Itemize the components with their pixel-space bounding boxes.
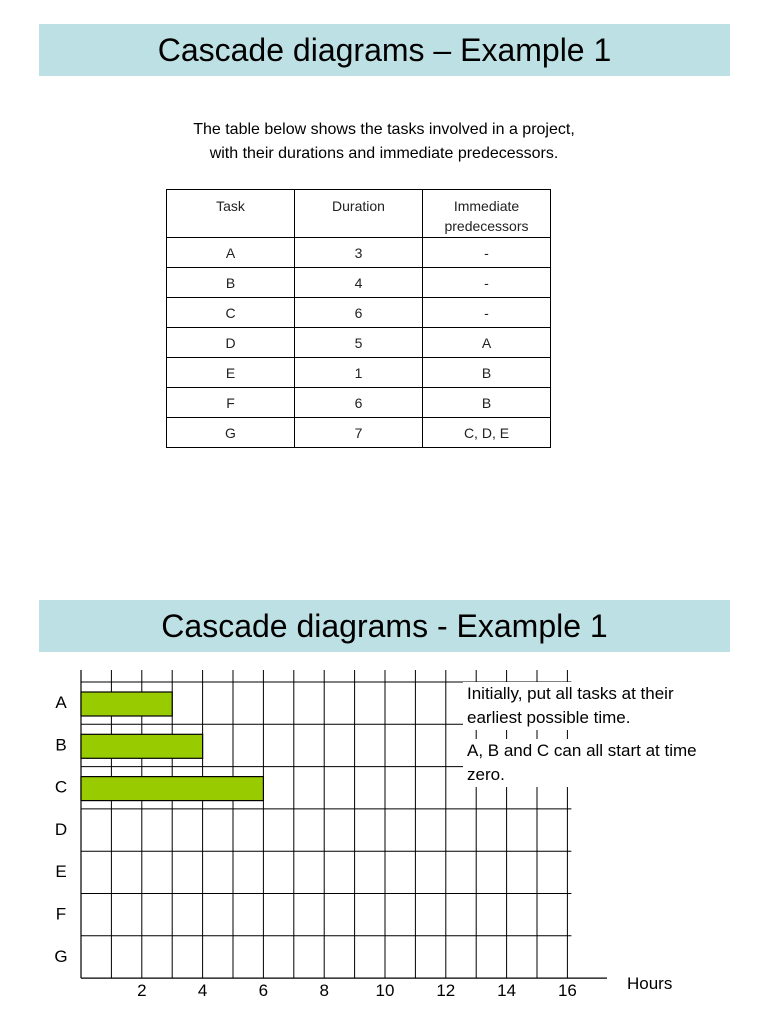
cell-predecessors: B [423, 388, 551, 418]
task-row-label: G [54, 946, 68, 966]
x-tick-label: 8 [319, 981, 329, 1001]
task-row-label: F [55, 904, 67, 924]
x-tick-label: 12 [436, 981, 456, 1001]
note-initial: Initially, put all tasks at their earliest possible time. [463, 682, 725, 730]
cell-task: B [167, 268, 295, 298]
cell-duration: 6 [295, 388, 423, 418]
x-tick-label: 6 [258, 981, 269, 1001]
cell-predecessors: - [423, 298, 551, 328]
slide1-title: Cascade diagrams – Example 1 [39, 24, 730, 76]
cell-task: D [167, 328, 295, 358]
x-tick-label: 2 [137, 981, 147, 1001]
cell-predecessors: - [423, 238, 551, 268]
cell-duration: 7 [295, 418, 423, 448]
x-tick-label: 4 [197, 981, 208, 1001]
task-row-label: C [54, 777, 68, 797]
cell-task: E [167, 358, 295, 388]
cell-duration: 4 [295, 268, 423, 298]
intro-line-2: with their durations and immediate predecessors. [209, 145, 559, 162]
cell-predecessors: B [423, 358, 551, 388]
cell-task: F [167, 388, 295, 418]
cell-predecessors: - [423, 268, 551, 298]
cell-predecessors: C, D, E [423, 418, 551, 448]
cell-task: G [167, 418, 295, 448]
header-predecessors: Immediate predecessors [423, 190, 551, 238]
x-tick-label: 16 [557, 981, 577, 1001]
task-row-label: A [55, 693, 67, 712]
task-bar-b [81, 734, 203, 758]
header-task: Task [167, 190, 295, 238]
cell-predecessors: A [423, 328, 551, 358]
cell-duration: 5 [295, 328, 423, 358]
x-axis-label: Hours [627, 974, 673, 994]
task-row-label: E [55, 862, 67, 882]
task-bar-c [81, 777, 263, 801]
cell-duration: 3 [295, 238, 423, 268]
task-row-label: B [55, 735, 67, 755]
cell-task: C [167, 298, 295, 328]
cell-task: A [167, 238, 295, 268]
x-tick-label: 14 [497, 981, 517, 1001]
task-row-label: D [54, 819, 68, 839]
cell-duration: 1 [295, 358, 423, 388]
x-tick-label: 10 [375, 981, 395, 1001]
cell-duration: 6 [295, 298, 423, 328]
slide2-title: Cascade diagrams - Example 1 [39, 600, 730, 652]
task-bar-a [81, 692, 172, 716]
header-duration: Duration [295, 190, 423, 238]
intro-line-1: The table below shows the tasks involved in a project, [193, 121, 575, 138]
note-start-zero: A, B and C can all start at time zero. [463, 739, 725, 787]
